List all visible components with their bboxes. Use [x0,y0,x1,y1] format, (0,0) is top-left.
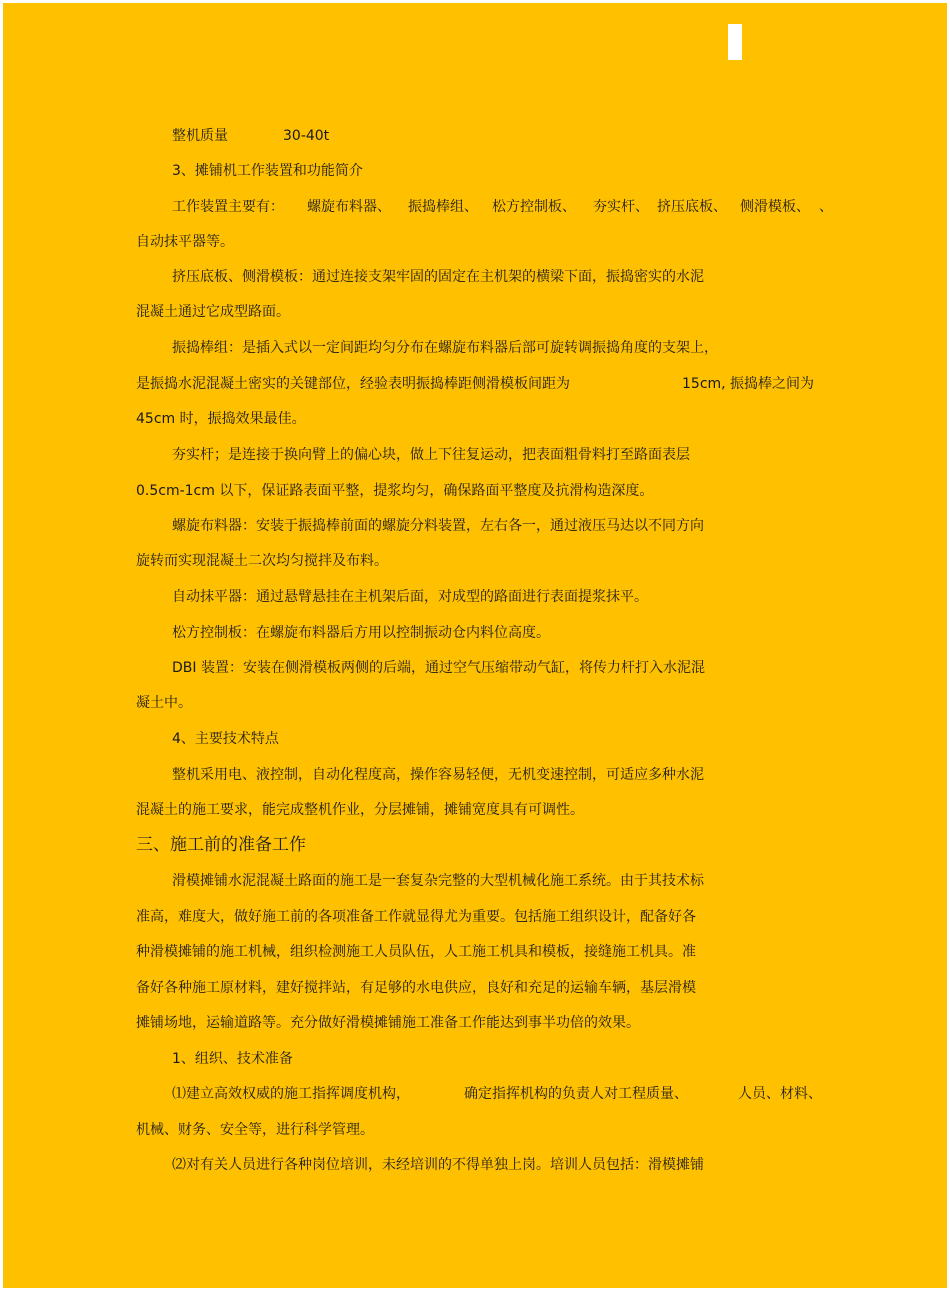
paragraph-line: 整机采用电、液控制，自动化程度高，操作容易轻便，无机变速控制，可适应多种水泥 [172,767,704,783]
paragraph-line: 0.5cm-1cm 以下，保证路表面平整，提浆均匀，确保路面平整度及抗滑构造深度。 [136,483,654,499]
device-item: 、 [819,199,833,215]
paragraph-line: 自动抹平器：通过悬臂悬挂在主机架后面，对成型的路面进行表面提浆抹平。 [172,589,648,605]
device-item: 松方控制板、 [492,199,576,215]
paragraph-line: 滑模摊铺水泥混凝土路面的施工是一套复杂完整的大型机械化施工系统。由于其技术标 [172,873,704,889]
paragraph-line: 准高，难度大，做好施工前的各项准备工作就显得尤为重要。包括施工组织设计，配备好各 [136,909,696,925]
paragraph-line: 混凝土通过它成型路面。 [136,304,290,320]
paragraph-line: 确定指挥机构的负责人对工程质量、 [464,1086,688,1102]
device-item: 侧滑模板、 [740,199,810,215]
section-4-title: 4、主要技术特点 [172,731,279,747]
paragraph-line: 振捣棒组：是插入式以一定间距均匀分布在螺旋布料器后部可旋转调振捣角度的支架上， [172,340,718,356]
paragraph-line: 摊铺场地，运输道路等。充分做好滑模摊铺施工准备工作能达到事半功倍的效果。 [136,1015,640,1031]
chapter-3-title: 三、施工前的准备工作 [136,835,306,855]
paragraph-line: 备好各种施工原材料，建好搅拌站，有足够的水电供应，良好和充足的运输车辆，基层滑模 [136,980,696,996]
subsection-1-title: 1、组织、技术准备 [172,1051,293,1067]
page-marker [728,24,742,60]
paragraph-line: 旋转而实现混凝土二次均匀搅拌及布料。 [136,553,388,569]
paragraph-line: 15cm, 振捣棒之间为 [682,376,815,392]
paragraph-line: 夯实杆；是连接于换向臂上的偏心块，做上下往复运动，把表面粗骨料打至路面表层 [172,447,690,463]
paragraph-line: 是振捣水泥混凝土密实的关键部位，经验表明振捣棒距侧滑模板间距为 [136,376,570,392]
paragraph-line: 挤压底板、侧滑模板：通过连接支架牢固的固定在主机架的横梁下面，振捣密实的水泥 [172,269,704,285]
paragraph-line: 螺旋布料器：安装于振捣棒前面的螺旋分料装置，左右各一，通过液压马达以不同方向 [172,518,704,534]
paragraph-line: 人员、材料、 [738,1086,822,1102]
device-item: 夯实杆、 [593,199,649,215]
devices-end: 自动抹平器等。 [136,234,234,250]
paragraph-line: 凝土中。 [136,695,192,711]
spec-label: 整机质量 [172,128,228,144]
section-3-title: 3、摊铺机工作装置和功能简介 [172,163,363,179]
device-item: 挤压底板、 [657,199,727,215]
paragraph-line: ⑴建立高效权威的施工指挥调度机构， [172,1086,410,1102]
paragraph-line: 机械、财务、安全等，进行科学管理。 [136,1122,374,1138]
paragraph-line: 种滑模摊铺的施工机械，组织检测施工人员队伍，人工施工机具和模板，接缝施工机具。准 [136,944,696,960]
paragraph-line: 混凝土的施工要求，能完成整机作业，分层摊铺，摊铺宽度具有可调性。 [136,802,584,818]
device-item: 螺旋布料器、 [307,199,391,215]
spec-value: 30-40t [283,128,330,144]
device-item: 振捣棒组、 [408,199,478,215]
paragraph-line: 45cm 时，振捣效果最佳。 [136,411,306,427]
paragraph-line: ⑵对有关人员进行各种岗位培训，未经培训的不得单独上岗。培训人员包括：滑模摊铺 [172,1157,704,1173]
paragraph-line: 松方控制板：在螺旋布料器后方用以控制振动仓内料位高度。 [172,625,550,641]
devices-intro: 工作装置主要有： [172,199,284,215]
paragraph-line: DBI 装置：安装在侧滑模板两侧的后端，通过空气压缩带动气缸，将传力杆打入水泥混 [172,660,705,676]
document-page [3,3,947,1288]
